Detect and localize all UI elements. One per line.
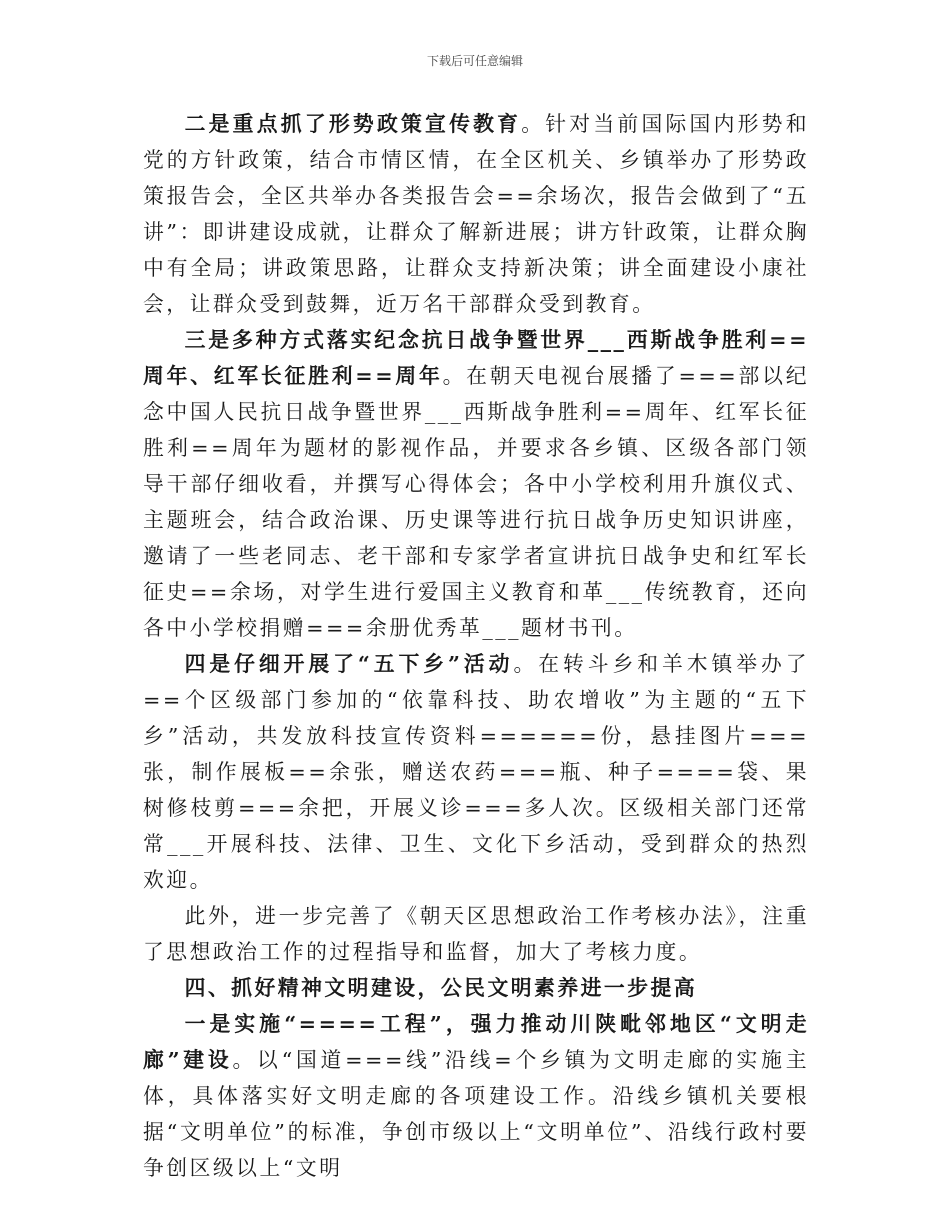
paragraph-five-to-countryside bbox=[143, 646, 809, 898]
document-body bbox=[143, 106, 809, 1186]
paragraph-body: 。以“国道===线”沿线=个乡镇为文明走廊的实施主体，具体落实好文明走廊的各项建设工作。沿线乡镇机关要根据“文明单位”的标准，争创市级以上“文明单位”、沿线行政村要争创区级以上“文明 bbox=[143, 1048, 809, 1180]
paragraph-commemoration bbox=[143, 322, 809, 646]
paragraph-assessment bbox=[143, 898, 809, 970]
section-heading-text: 四、抓好精神文明建设，公民文明素养进一步提高 bbox=[184, 975, 698, 1000]
paragraph-body: 。在朝天电视台展播了===部以纪念中国人民抗日战争暨世界___西斯战争胜利==周年、红军长征胜利==周年为题材的影视作品，并要求各乡镇、区级各部门领导干部仔细收看，并撰写心得体会；各中小学校利用升旗仪式、主题班会，结合政治课、历史课等进行抗日战争历史知识讲座，邀请了一些老同志、老干部和专家学者宣讲抗日战争史和红军长征史==余场，对学生进行爱国主义教育和革___传统教育，还向各中小学校捐赠===余册优秀革___题材书刊。 bbox=[143, 364, 809, 640]
paragraph-lead: 四是仔细开展了“五下乡”活动 bbox=[184, 651, 514, 676]
paragraph-body: 。针对当前国际国内形势和党的方针政策，结合市情区情，在全区机关、乡镇举办了形势政策报告会，全区共举办各类报告会==余场次，报告会做到了“五讲”：即讲建设成就，让群众了解新进展；讲方针政策，让群众胸中有全局；讲政策思路，让群众支持新决策；讲全面建设小康社会，让群众受到鼓舞，近万名干部群众受到教育。 bbox=[143, 112, 810, 316]
paragraph-body: 此外，进一步完善了《朝天区思想政治工作考核办法》，注重了思想政治工作的过程指导和监督，加大了考核力度。 bbox=[143, 904, 809, 964]
paragraph-civilization-corridor bbox=[143, 1006, 809, 1186]
paragraph-lead: 二是重点抓了形势政策宣传教育 bbox=[184, 111, 522, 136]
paragraph-lead: 一是实施“====工程”，强力推动川陕毗邻地区“文明走廊”建设 bbox=[143, 1011, 809, 1072]
paragraph-body: 。在转斗乡和羊木镇举办了==个区级部门参加的“依靠科技、助农增收”为主题的“五下乡”活动，共发放科技宣传资料======份，悬挂图片===张，制作展板==余张，赠送农药===瓶、种子====袋、果树修枝剪===余把，开展义诊===多人次。区级相关部门还常常___开展科技、法律、卫生、文化下乡活动，受到群众的热烈欢迎。 bbox=[143, 652, 809, 892]
paragraph-situation-policy bbox=[143, 106, 809, 322]
section-heading bbox=[143, 970, 809, 1006]
page-header: 下载后可任意编辑 bbox=[426, 54, 523, 68]
paragraph-lead: 三是多种方式落实纪念抗日战争暨世界___西斯战争胜利==周年、红军长征胜利==周年 bbox=[143, 327, 809, 388]
